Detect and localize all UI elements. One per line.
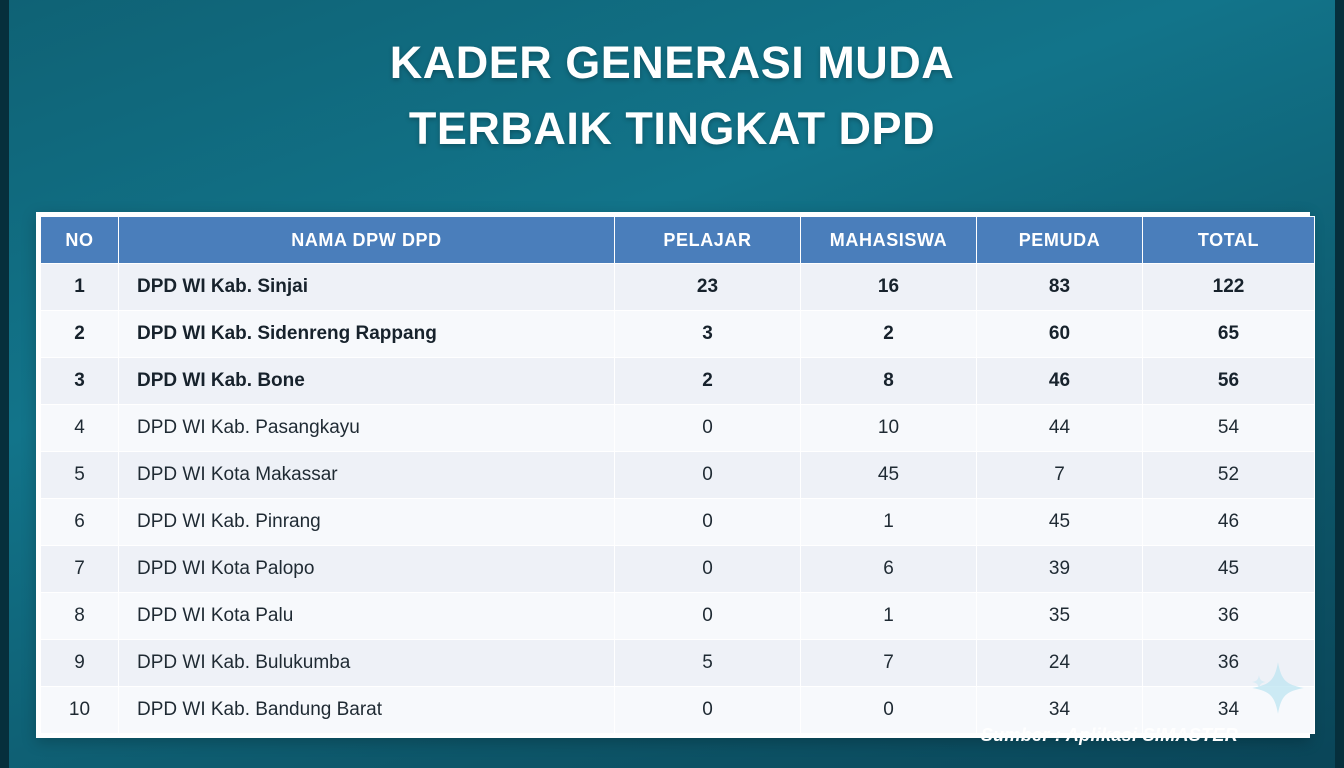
cell-pemuda: 35	[977, 593, 1143, 640]
cell-mahasiswa: 2	[801, 311, 977, 358]
cell-name: DPD WI Kab. Bone	[119, 358, 615, 405]
cell-mahasiswa: 7	[801, 640, 977, 687]
cell-pelajar: 23	[615, 264, 801, 311]
cell-pemuda: 39	[977, 546, 1143, 593]
cell-pemuda: 60	[977, 311, 1143, 358]
cell-mahasiswa: 45	[801, 452, 977, 499]
table-row	[41, 405, 1315, 452]
cell-pemuda: 45	[977, 499, 1143, 546]
table-row	[41, 264, 1315, 311]
cell-name: DPD WI Kab. Sinjai	[119, 264, 615, 311]
cell-mahasiswa: 6	[801, 546, 977, 593]
cell-pelajar: 0	[615, 687, 801, 734]
cell-total: 36	[1143, 593, 1315, 640]
cell-total: 45	[1143, 546, 1315, 593]
column-header-pemuda: PEMUDA	[977, 217, 1143, 264]
cell-pemuda: 34	[977, 687, 1143, 734]
cell-mahasiswa: 10	[801, 405, 977, 452]
sparkle-icon	[1250, 660, 1306, 716]
cell-pelajar: 0	[615, 452, 801, 499]
table-row	[41, 452, 1315, 499]
table-header-row	[41, 217, 1315, 264]
column-header-pelajar: PELAJAR	[615, 217, 801, 264]
table-body	[41, 264, 1315, 734]
cell-total: 46	[1143, 499, 1315, 546]
cell-no: 5	[41, 452, 119, 499]
cell-name: DPD WI Kota Palu	[119, 593, 615, 640]
cell-no: 1	[41, 264, 119, 311]
cell-no: 2	[41, 311, 119, 358]
column-header-mahasiswa: MAHASISWA	[801, 217, 977, 264]
column-header-name: NAMA DPW DPD	[119, 217, 615, 264]
cell-name: DPD WI Kab. Pasangkayu	[119, 405, 615, 452]
cell-pelajar: 3	[615, 311, 801, 358]
page-title	[0, 30, 1344, 162]
column-header-total: TOTAL	[1143, 217, 1315, 264]
cell-pelajar: 0	[615, 546, 801, 593]
cell-mahasiswa: 1	[801, 499, 977, 546]
cell-pelajar: 0	[615, 499, 801, 546]
cell-total: 54	[1143, 405, 1315, 452]
cell-no: 4	[41, 405, 119, 452]
cell-name: DPD WI Kab. Sidenreng Rappang	[119, 311, 615, 358]
cell-name: DPD WI Kab. Bandung Barat	[119, 687, 615, 734]
table-row	[41, 358, 1315, 405]
cell-name: DPD WI Kab. Pinrang	[119, 499, 615, 546]
cell-name: DPD WI Kab. Bulukumba	[119, 640, 615, 687]
ranking-table	[40, 216, 1315, 734]
cell-no: 9	[41, 640, 119, 687]
cell-no: 3	[41, 358, 119, 405]
cell-pemuda: 7	[977, 452, 1143, 499]
cell-pemuda: 24	[977, 640, 1143, 687]
cell-no: 10	[41, 687, 119, 734]
table-row	[41, 640, 1315, 687]
table-row	[41, 546, 1315, 593]
cell-pemuda: 46	[977, 358, 1143, 405]
cell-mahasiswa: 8	[801, 358, 977, 405]
cell-total: 65	[1143, 311, 1315, 358]
source-note: Sumber : Aplikasi SIMASTER	[980, 725, 1238, 745]
table-row	[41, 593, 1315, 640]
cell-pemuda: 44	[977, 405, 1143, 452]
cell-no: 6	[41, 499, 119, 546]
table-header	[41, 217, 1315, 264]
cell-pemuda: 83	[977, 264, 1143, 311]
cell-total: 56	[1143, 358, 1315, 405]
cell-pelajar: 0	[615, 593, 801, 640]
cell-mahasiswa: 0	[801, 687, 977, 734]
cell-pelajar: 5	[615, 640, 801, 687]
cell-pelajar: 2	[615, 358, 801, 405]
cell-name: DPD WI Kota Makassar	[119, 452, 615, 499]
data-table-container	[36, 212, 1310, 738]
cell-mahasiswa: 16	[801, 264, 977, 311]
table-row	[41, 499, 1315, 546]
cell-mahasiswa: 1	[801, 593, 977, 640]
title-line-1: KADER GENERASI MUDA	[389, 37, 955, 88]
cell-no: 8	[41, 593, 119, 640]
cell-total: 122	[1143, 264, 1315, 311]
cell-total: 52	[1143, 452, 1315, 499]
cell-no: 7	[41, 546, 119, 593]
cell-name: DPD WI Kota Palopo	[119, 546, 615, 593]
table-row	[41, 311, 1315, 358]
column-header-no: NO	[41, 217, 119, 264]
cell-total: 36	[1143, 640, 1315, 687]
cell-total: 34	[1143, 687, 1315, 734]
cell-pelajar: 0	[615, 405, 801, 452]
title-line-2: TERBAIK TINGKAT DPD	[408, 103, 936, 154]
